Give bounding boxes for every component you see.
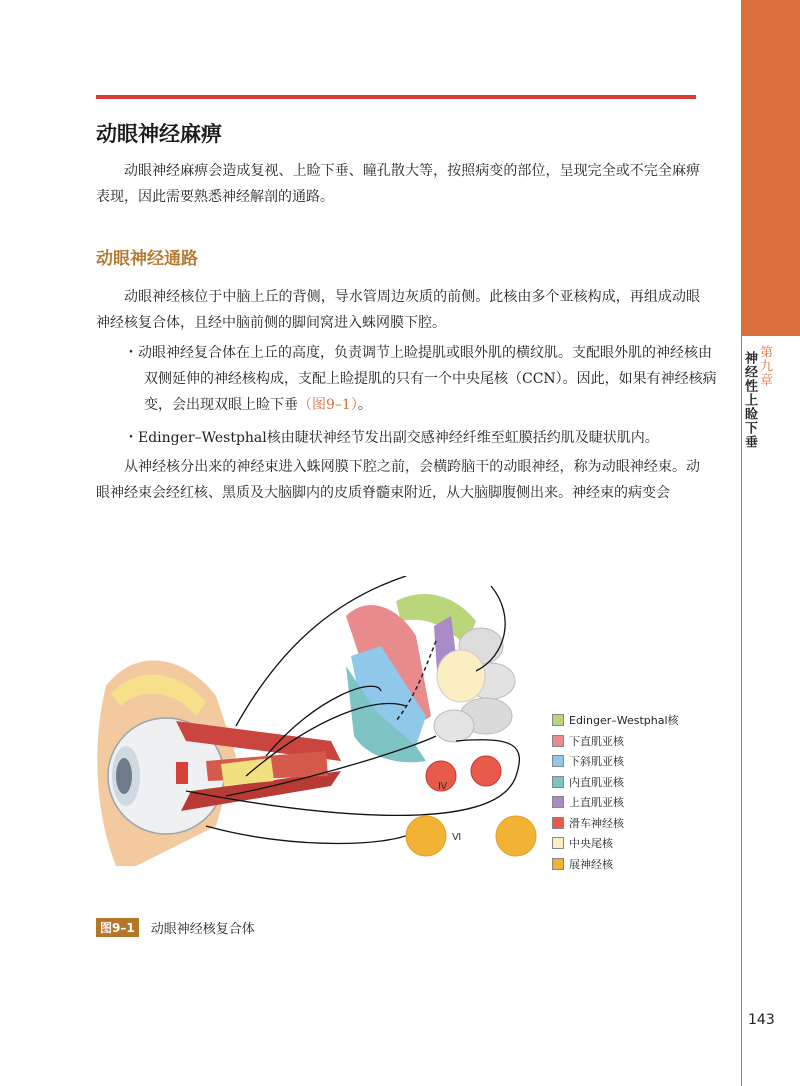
abducens-nucleus-left <box>406 816 446 856</box>
bullet-item-2: ・Edinger–Westphal核由睫状神经节发出副交感神经纤维至虹膜括约肌及睫状肌内。 <box>124 430 659 446</box>
legend-item <box>552 792 679 813</box>
legend-swatch <box>552 714 564 726</box>
legend-swatch <box>552 776 564 788</box>
legend-item <box>552 833 679 854</box>
figure-reference-link[interactable]: （图9–1） <box>298 397 358 413</box>
legend-item <box>552 772 679 793</box>
chapter-title: 神经性上睑下垂 <box>742 351 757 449</box>
nerve-path-6 <box>206 826 416 844</box>
iris <box>116 758 132 794</box>
legend-label: Edinger–Westphal核 <box>569 714 679 728</box>
bullet-item-1 <box>124 340 720 418</box>
legend-item <box>552 731 679 752</box>
muscle-patch-1 <box>176 762 188 784</box>
paragraph-2: 从神经核分出来的神经束进入蛛网膜下腔之前，会横跨脑干的动眼神经，称为动眼神经束。动眼神经束会经红核、黑质及大脑脚内的皮质脊髓束附近，从大脑脚腹侧出来。神经束的病变会 <box>96 459 700 501</box>
legend-label: 上直肌亚核 <box>569 796 624 810</box>
trochlear-nucleus-right <box>471 756 501 786</box>
label-iv: Ⅳ <box>438 781 448 792</box>
legend-label: 下斜肌亚核 <box>569 755 624 769</box>
legend-swatch <box>552 817 564 829</box>
chapter-number: 第九章 <box>757 345 772 387</box>
chapter-side-label <box>742 345 772 449</box>
section-title: 动眼神经麻痹 <box>96 122 222 146</box>
figure-legend <box>552 710 679 874</box>
legend-label: 下直肌亚核 <box>569 734 624 748</box>
legend-item <box>552 751 679 772</box>
legend-item <box>552 813 679 834</box>
section-top-rule <box>96 95 696 99</box>
page-number: 143 <box>748 1012 775 1028</box>
figure-caption <box>96 918 255 937</box>
abducens-nucleus-right <box>496 816 536 856</box>
central-caudal-nucleus <box>437 650 485 702</box>
legend-item <box>552 854 679 875</box>
legend-swatch <box>552 796 564 808</box>
legend-swatch <box>552 837 564 849</box>
legend-label: 内直肌亚核 <box>569 775 624 789</box>
legend-item <box>552 710 679 731</box>
legend-swatch <box>552 858 564 870</box>
legend-label: 中央尾核 <box>569 837 613 851</box>
subsection-title: 动眼神经通路 <box>96 249 198 269</box>
figure-tag: 图9–1 <box>96 918 139 937</box>
paragraph-1: 动眼神经核位于中脑上丘的背侧，导水管周边灰质的前侧。此核由多个亚核构成，再组成动眼神经核复合体，且经中脑前侧的脚间窝进入蛛网膜下腔。 <box>96 289 700 331</box>
legend-label: 展神经核 <box>569 857 613 871</box>
legend-swatch <box>552 755 564 767</box>
legend-swatch <box>552 735 564 747</box>
chapter-color-tab <box>741 0 800 336</box>
bullet-1-end: 。 <box>357 397 372 413</box>
legend-label: 滑车神经核 <box>569 816 624 830</box>
bullet-1-text: ・动眼神经复合体在上丘的高度，负责调节上睑提肌或眼外肌的横纹肌。支配眼外肌的神经核由双侧延伸的神经核构成，支配上睑提肌的只有一个中央尾核（CCN）。因此，如果有神经核病变，会出现双眼上睑下垂 <box>124 345 717 413</box>
section-intro: 动眼神经麻痹会造成复视、上睑下垂、瞳孔散大等，按照病变的部位，呈现完全或不完全麻痹表现，因此需要熟悉神经解剖的通路。 <box>96 163 700 205</box>
label-vi: Ⅵ <box>452 832 462 843</box>
figure-caption-text: 动眼神经核复合体 <box>150 922 255 937</box>
